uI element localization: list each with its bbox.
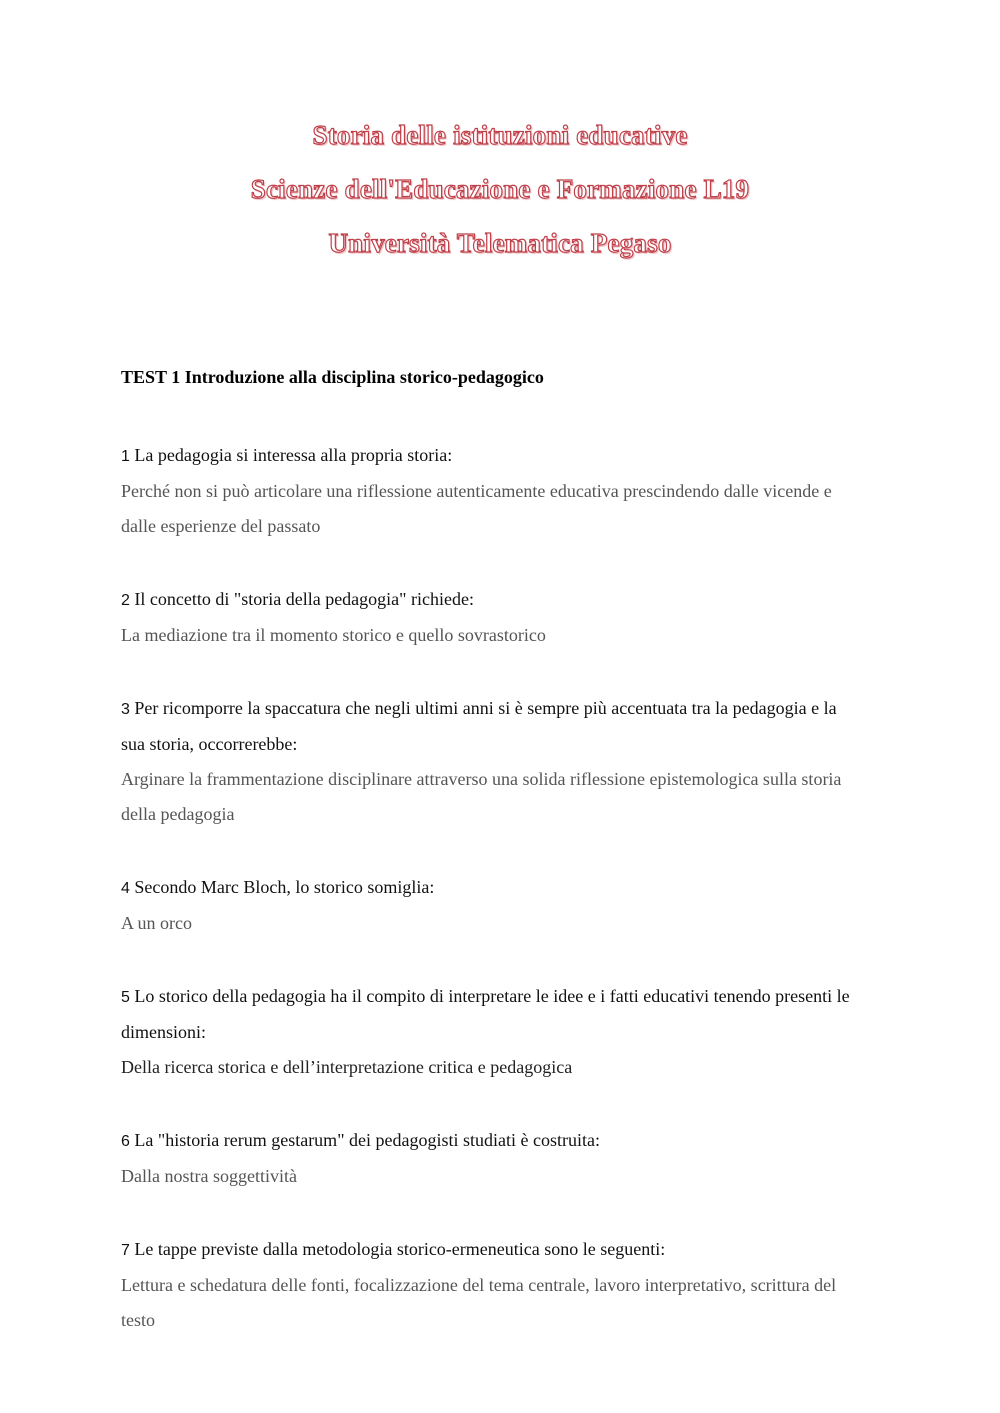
answer-text: Arginare la frammentazione disciplinare attraverso una solida riflessione epistemologica sulla storia della pedagogia bbox=[121, 769, 842, 824]
degree-title: Scienze dell'Educazione e Formazione L19 bbox=[250, 174, 750, 204]
answer-text: Lettura e schedatura delle fonti, focalizzazione del tema centrale, lavoro interpretativo, scrittura del testo bbox=[121, 1275, 837, 1330]
question-item bbox=[121, 870, 861, 941]
question-number: 7 bbox=[121, 1242, 130, 1259]
question-text bbox=[121, 870, 861, 906]
question-label: Secondo Marc Bloch, lo storico somiglia: bbox=[134, 877, 435, 897]
answer-text: A un orco bbox=[121, 913, 192, 933]
question-label: Le tappe previste dalla metodologia storico-ermeneutica sono le seguenti: bbox=[134, 1239, 666, 1259]
question-number: 1 bbox=[121, 448, 130, 465]
answer-text: Della ricerca storica e dell’interpretazione critica e pedagogica bbox=[121, 1057, 573, 1077]
question-number: 5 bbox=[121, 989, 130, 1006]
question-item bbox=[121, 438, 861, 544]
question-number: 2 bbox=[121, 592, 130, 609]
course-title: Storia delle istituzioni educative bbox=[312, 120, 688, 150]
question-item bbox=[121, 979, 861, 1085]
question-number: 6 bbox=[121, 1133, 130, 1150]
question-item bbox=[121, 1123, 861, 1194]
university-name: Università Telematica Pegaso bbox=[328, 228, 672, 258]
answer-text: La mediazione tra il momento storico e quello sovrastorico bbox=[121, 625, 546, 645]
question-item bbox=[121, 1232, 861, 1338]
question-text bbox=[121, 979, 861, 1050]
question-item bbox=[121, 691, 861, 832]
question-text bbox=[121, 1123, 861, 1159]
question-item bbox=[121, 582, 861, 653]
question-text bbox=[121, 582, 861, 618]
answer-text: Perché non si può articolare una riflessione autenticamente educativa prescindendo dalle vicende e dalle esperienze del passato bbox=[121, 481, 832, 536]
document-header bbox=[0, 108, 1000, 270]
question-number: 3 bbox=[121, 701, 130, 718]
question-text bbox=[121, 691, 861, 762]
question-text bbox=[121, 438, 861, 474]
question-label: Il concetto di "storia della pedagogia" richiede: bbox=[134, 589, 474, 609]
question-label: La pedagogia si interessa alla propria storia: bbox=[134, 445, 453, 465]
test-content bbox=[121, 364, 861, 1376]
question-text bbox=[121, 1232, 861, 1268]
test-title: TEST 1 Introduzione alla disciplina storico-pedagogico bbox=[121, 367, 544, 387]
question-label: La "historia rerum gestarum" dei pedagogisti studiati è costruita: bbox=[134, 1130, 600, 1150]
question-label: Lo storico della pedagogia ha il compito di interpretare le idee e i fatti educativi tenendo presenti le dimensioni: bbox=[121, 986, 850, 1042]
question-label: Per ricomporre la spaccatura che negli ultimi anni si è sempre più accentuata tra la pedagogia e la sua storia, occorrerebbe: bbox=[121, 698, 837, 754]
question-number: 4 bbox=[121, 880, 130, 897]
answer-text: Dalla nostra soggettività bbox=[121, 1166, 297, 1186]
